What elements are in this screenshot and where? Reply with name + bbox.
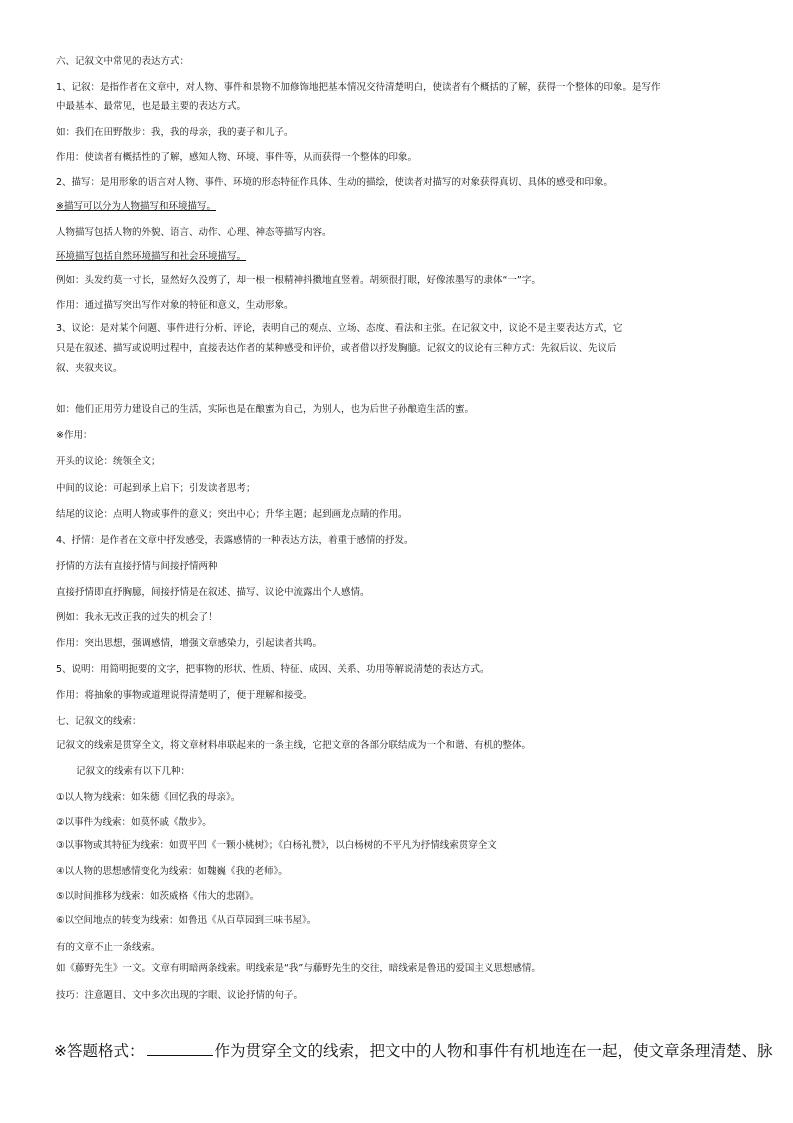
text-line: 如：他们正用劳力建设自己的生活，实际也是在酿蜜为自己，为别人，也为后世子孙酿造生活的蜜。 bbox=[56, 404, 475, 415]
text-line: 只是在叙述、描写或说明过程中，直接表达作者的某种感受和评价，或者借以抒发胸臆。记叙文的议论有三种方式：先叙后议、先议后 bbox=[56, 343, 617, 354]
text-line: 作用：将抽象的事物或道理说得清楚明了，便于理解和接受。 bbox=[56, 690, 313, 701]
underlined-note: 环境描写包括自然环境描写和社会环境描写。 bbox=[56, 251, 247, 262]
underlined-note: ※描写可以分为人物描写和环境描写。 bbox=[56, 201, 216, 212]
text-line: 直接抒情即直抒胸臆，间接抒情是在叙述、描写、议论中流露出个人感情。 bbox=[56, 587, 370, 598]
text-line: 例如：头发约莫一寸长，显然好久没剪了，却一根一根精神抖擞地直竖着。胡须很打眼，好像浓墨写的隶体“一”字。 bbox=[56, 275, 541, 286]
section-heading-7: 七、记叙文的线索： bbox=[56, 716, 142, 727]
text-line: 如：我们在田野散步：我，我的母亲，我的妻子和儿子。 bbox=[56, 127, 294, 138]
text-line: 如《藤野先生》一文。文章有明暗两条线索。明线索是“我”与藤野先生的交往，暗线索是鲁迅的爱国主义思想感情。 bbox=[56, 963, 541, 974]
text-line: 例如：我永无改正我的过失的机会了！ bbox=[56, 612, 218, 623]
list-item: ⑤以时间推移为线索：如茨威格《伟大的悲剧》。 bbox=[56, 891, 260, 902]
section-heading-6: 六、记叙文中常见的表达方式： bbox=[56, 56, 190, 67]
text-line: 叙、夹叙夹议。 bbox=[56, 363, 123, 374]
text-line: 技巧：注意题目、文中多次出现的字眼、议论抒情的句子。 bbox=[56, 990, 304, 1001]
text-line: 作用：通过描写突出写作对象的特征和意义，生动形象。 bbox=[56, 300, 294, 311]
list-item: ④以人物的思想感情变化为线索：如魏巍《我的老师》。 bbox=[56, 866, 288, 877]
text-line: 3、议论：是对某个问题、事件进行分析、评论，表明自己的观点、立场、态度、看法和主张。在记叙文中，议论不是主要表达方式，它 bbox=[56, 323, 623, 334]
text-line: 1、记叙：是指作者在文章中，对人物、事件和景物不加修饰地把基本情况交待清楚明白，使读者有个概括的了解，获得一个整体的印象。是写作 bbox=[56, 82, 661, 93]
text-line: 抒情的方法有直接抒情与间接抒情两种 bbox=[56, 561, 218, 572]
text-line: 记叙文的线索是贯穿全文，将文章材料串联起来的一条主线，它把文章的各部分联结成为一个和谐、有机的整体。 bbox=[56, 740, 532, 751]
answer-blank bbox=[147, 1041, 213, 1056]
list-item: ③以事物或其特征为线索：如贾平凹《一颗小桃树》；《白杨礼赞》，以白杨树的不平凡为抒情线索贯穿全文 bbox=[56, 840, 497, 851]
text-line: ※作用： bbox=[56, 430, 93, 441]
text-line: 5、说明：用简明扼要的文字，把事物的形状、性质、特征、成因、关系、功用等解说清楚的表达方式。 bbox=[56, 664, 490, 675]
text-line: 作用：突出思想，强调感情，增强文章感染力，引起读者共鸣。 bbox=[56, 638, 323, 649]
text-line: 2、描写：是用形象的语言对人物、事件、环境的形态特征作具体、生动的描绘，使读者对描写的对象获得真切、具体的感受和印象。 bbox=[56, 177, 614, 188]
list-item: ①以人物为线索：如朱德《回忆我的母亲》。 bbox=[56, 792, 241, 803]
text-line: 4、抒情：是作者在文章中抒发感受，表露感情的一种表达方法，着重于感情的抒发。 bbox=[56, 535, 414, 546]
list-item: ⑥以空间地点的转变为线索：如鲁迅《从百草园到三味书屋》。 bbox=[56, 915, 317, 926]
text-line: 中最基本、最常见，也是最主要的表达方式。 bbox=[56, 101, 247, 112]
text-line: 作用：使读者有概括性的了解，感知人物、环境、事件等，从而获得一个整体的印象。 bbox=[56, 152, 418, 163]
text-line: 中间的议论：可起到承上启下；引发读者思考； bbox=[56, 483, 256, 494]
text-line: 人物描写包括人物的外貌、语言、动作、心理、神态等描写内容。 bbox=[56, 227, 332, 238]
answer-format-prefix: ※答题格式： bbox=[54, 1042, 145, 1060]
text-line: 记叙文的线索有以下几种： bbox=[76, 766, 191, 777]
list-item: ②以事件为线索：如莫怀戚《散步》。 bbox=[56, 817, 212, 828]
answer-format-suffix: 作为贯穿全文的线索，把文中的人物和事件有机地连在一起，使文章条理清楚、脉 bbox=[214, 1042, 773, 1060]
text-line: 有的文章不止一条线索。 bbox=[56, 942, 161, 953]
text-line: 开头的议论：统领全文； bbox=[56, 456, 161, 467]
answer-format-line bbox=[54, 1041, 774, 1061]
text-line: 结尾的议论：点明人物或事件的意义；突出中心；升华主题；起到画龙点睛的作用。 bbox=[56, 509, 408, 520]
